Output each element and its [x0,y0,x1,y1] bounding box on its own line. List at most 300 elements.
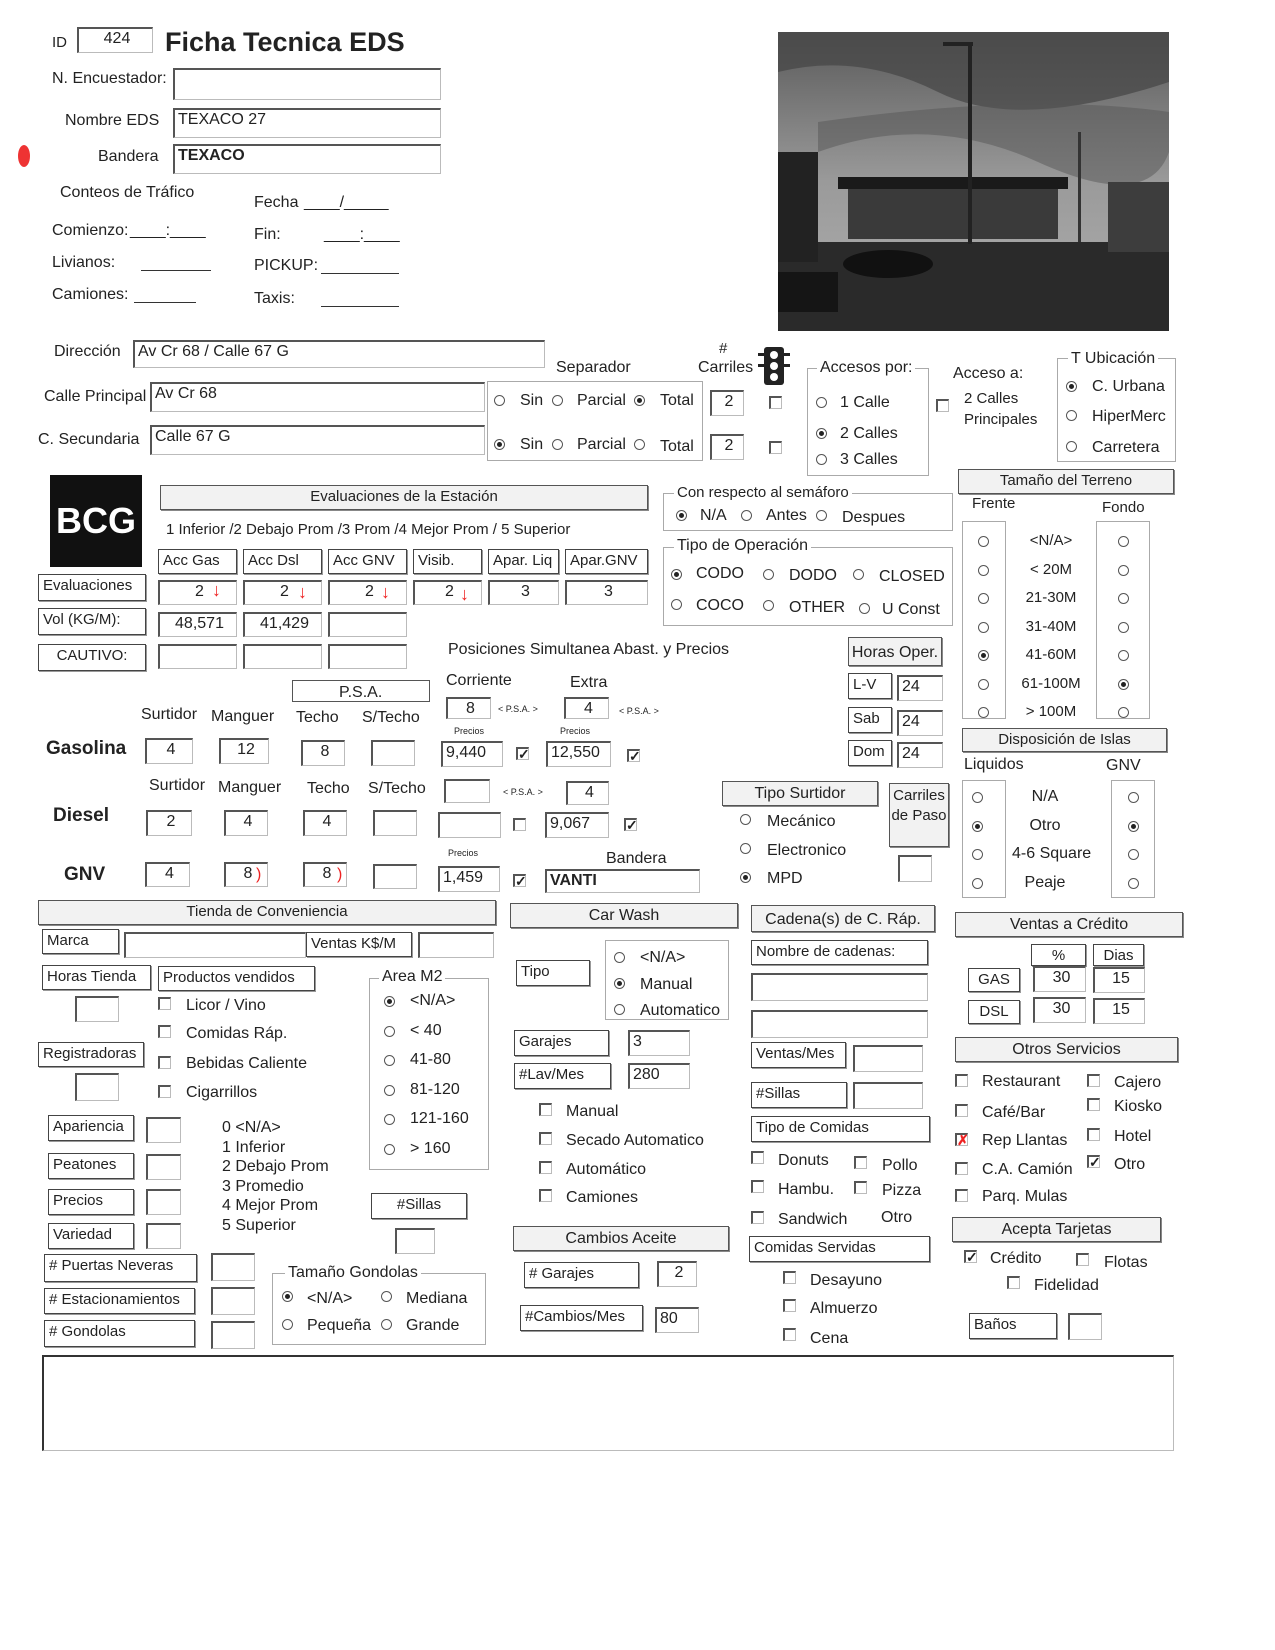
sep2-sin-label: Sin [520,436,544,453]
op-coco-radio[interactable] [671,599,682,610]
eval-visib[interactable]: 2 [413,580,482,605]
col-acc-gnv: Acc GNV [328,549,407,574]
fondo-radio[interactable] [1118,650,1129,661]
dsl-stecho[interactable] [373,810,417,836]
accesos-3-radio[interactable] [816,454,827,465]
terreno-option-label: 41-60M [1025,646,1077,663]
fondo-radio[interactable] [1118,593,1129,604]
area-option-label: < 40 [410,1021,442,1039]
carwash-garajes-label: Garajes [514,1030,609,1056]
fondo-radio[interactable] [1118,536,1129,547]
terreno-fondo: Fondo [1102,499,1145,516]
carwash-na-radio[interactable] [614,952,625,963]
cigarrillos-label: Cigarrillos [186,1084,258,1101]
pollo-check[interactable] [854,1156,867,1169]
frente-radio[interactable] [978,679,989,690]
traffic-title: Conteos de Tráfico [60,184,195,201]
hotel-check[interactable] [1087,1128,1100,1141]
carwash-garajes-field[interactable]: 3 [628,1030,690,1056]
op-dodo-radio[interactable] [763,569,774,580]
fidelidad-check[interactable] [1007,1276,1020,1289]
hambu-check[interactable] [751,1180,764,1193]
extra-label: Extra [570,674,608,691]
peatones-label: Peatones [48,1153,134,1179]
cena-check[interactable] [783,1328,796,1341]
registradoras-label: Registradoras [38,1042,144,1067]
bandera-field[interactable]: TEXACO [173,144,441,174]
frente-radio[interactable] [978,593,989,604]
donuts-label: Donuts [778,1152,829,1169]
fondo-radio[interactable] [1118,707,1129,718]
station-photo [778,32,1169,331]
extra-psa-small: < P.S.A. > [619,706,659,716]
cadenas-otro-label: Otro [881,1209,913,1226]
apariencia-field[interactable] [146,1117,181,1143]
semaforo-na-label: N/A [700,507,727,524]
llantas-check[interactable]: ✗ [957,1132,969,1148]
dsl-manguer-hdr: Manguer [218,779,282,796]
gnv-bandera-field[interactable]: VANTI [545,869,700,893]
carwash-manual-radio[interactable] [614,978,625,989]
red-arrow-icon: ↓ [212,580,221,600]
cajero-check[interactable] [1087,1074,1100,1087]
area-radio[interactable] [384,1026,395,1037]
op-uconst-label: U Const [882,601,940,618]
op-codo-label: CODO [696,565,744,582]
terreno-option-label: < 20M [1029,560,1073,578]
accesos-title: Accesos por: [817,359,915,377]
islas-gnv-radio[interactable] [1128,878,1139,889]
dsl-psa-small: < P.S.A. > [503,787,543,797]
otro-check[interactable]: ✓ [1089,1154,1101,1170]
precios-label: Precios [48,1189,134,1215]
area-radio[interactable] [384,1055,395,1066]
islas-option-label: N/A [1031,788,1059,805]
peatones-field[interactable] [146,1154,181,1180]
operacion-title: Tipo de Operación [674,537,811,555]
gas-corr-check[interactable]: ✓ [518,746,530,762]
precios-field[interactable] [146,1189,181,1215]
encuestador-label: N. Encuestador: [52,70,167,87]
vol-gnv[interactable] [328,612,407,637]
frente-radio[interactable] [978,536,989,547]
cautivo-gas[interactable] [158,644,237,669]
sep1-sin-radio[interactable] [494,395,505,406]
ubicacion-2-radio[interactable] [1066,410,1077,421]
pizza-label: Pizza [882,1182,922,1199]
area-radio[interactable] [384,996,395,1007]
accesos-2-radio[interactable] [816,428,827,439]
semaforo-despues-radio[interactable] [816,510,827,521]
acceso-a-opt2: Principales [964,411,1038,428]
credito-gas-dias[interactable]: 15 [1093,967,1145,993]
sandwich-check[interactable] [751,1211,764,1224]
corr-psa-field[interactable]: 8 [446,697,491,719]
red-tick-icon: ) [337,866,343,883]
banos-field[interactable] [1068,1313,1102,1340]
carwash-auto-radio[interactable] [614,1004,625,1015]
dsl-stecho-hdr: S/Techo [368,780,426,797]
cw-manual-check[interactable] [539,1103,552,1116]
gas-precio-extra[interactable]: 12,550 [546,741,611,767]
bebidas-label: Bebidas Caliente [186,1055,307,1072]
almuerzo-label: Almuerzo [810,1300,878,1317]
sep1-total-radio[interactable] [634,395,645,406]
registradoras-field[interactable] [75,1073,119,1101]
fidelidad-label: Fidelidad [1034,1277,1099,1294]
dsl-psa-field[interactable]: 4 [566,781,609,805]
col-apar-gnv: Apar.GNV [565,549,648,574]
credito-dsl-dias[interactable]: 15 [1093,998,1145,1024]
gas-surtidor-hdr: Surtidor [141,706,198,723]
horas-lv-field[interactable]: 24 [897,675,943,701]
horas-tienda-field[interactable] [75,996,119,1022]
almuerzo-check[interactable] [783,1299,796,1312]
bebidas-check[interactable] [158,1056,171,1069]
cadenas-sillas-field[interactable] [853,1082,923,1109]
area-radio[interactable] [384,1144,395,1155]
kiosko-check[interactable] [1087,1098,1100,1111]
area-option-label: 121-160 [410,1110,469,1127]
op-dodo-label: DODO [789,567,837,584]
carriles-1-check[interactable] [769,396,782,409]
op-closed-label: CLOSED [879,568,945,585]
acceso-a-label: Acceso a: [953,365,1024,382]
surtidor-mecanico-radio[interactable] [740,814,751,825]
op-uconst-radio[interactable] [859,603,870,614]
desayuno-check[interactable] [783,1271,796,1284]
aceite-cambios-label: #Cambios/Mes [520,1305,643,1331]
comidas-check[interactable] [158,1025,171,1038]
islas-gnv-radio[interactable] [1128,849,1139,860]
accesos-1-radio[interactable] [816,397,827,408]
gondola-na-label: <N/A> [307,1290,353,1307]
encuestador-field[interactable] [173,68,441,100]
carriles-2-check[interactable] [769,441,782,454]
estacionamientos-field[interactable] [211,1287,255,1315]
area-title: Area M2 [379,968,445,986]
tienda-sillas-field[interactable] [395,1228,435,1254]
islas-option-label: 4-6 Square [1012,845,1092,862]
ventas-field[interactable] [418,932,494,958]
scale-item: 5 Superior [222,1216,296,1234]
eval-acc-gnv[interactable]: 2 [328,580,407,605]
credito-dsl-pct[interactable]: 30 [1033,997,1086,1023]
frente-radio[interactable] [978,650,989,661]
carriles-1-field[interactable]: 2 [710,390,744,416]
credito-check[interactable]: ✓ [966,1249,978,1265]
sep1-parcial-radio[interactable] [552,395,563,406]
gas-extra-check[interactable]: ✓ [629,748,641,764]
op-closed-radio[interactable] [853,569,864,580]
eval-acc-gas[interactable]: 2 [158,580,237,605]
dsl-precio-check[interactable]: ✓ [626,817,638,833]
col-acc-dsl: Acc Dsl [243,549,322,574]
cadenas-nombre-2[interactable] [751,1010,928,1038]
otros-header: Otros Servicios [955,1037,1178,1062]
surtidor-mpd-radio[interactable] [740,872,751,883]
page-title: Ficha Tecnica EDS [165,27,405,57]
gnv-precio-check[interactable]: ✓ [515,873,527,889]
cadenas-ventas-label: Ventas/Mes [751,1042,846,1068]
precios-small-2: Precios [560,726,591,736]
mulas-check[interactable] [955,1189,968,1202]
horas-tienda-label: Horas Tienda [42,965,151,990]
carwash-lavmes-field[interactable]: 280 [628,1063,690,1089]
pickup-label: PICKUP: [254,257,319,274]
carriles-2-field[interactable]: 2 [710,434,744,460]
horas-dom-label: Dom [848,740,892,766]
aceite-header: Cambios Aceite [513,1226,729,1251]
cadenas-nombre-1[interactable] [751,973,928,1001]
variedad-label: Variedad [48,1223,134,1249]
cafe-check[interactable] [955,1104,968,1117]
semaforo-antes-radio[interactable] [741,510,752,521]
camiones-label: Camiones: [52,286,129,303]
puertas-field[interactable] [211,1253,255,1281]
cw-automatico-check[interactable] [539,1161,552,1174]
corr-psa-small: < P.S.A. > [498,704,538,714]
cw-secado-check[interactable] [539,1132,552,1145]
carwash-lavmes-label: #Lav/Mes [514,1063,611,1089]
cadenas-header: Cadena(s) de C. Ráp. [751,905,935,932]
tam-gondolas-title: Tamaño Gondolas [285,1264,421,1282]
gondolas-field[interactable] [211,1321,255,1349]
marca-field[interactable] [124,932,306,958]
aceite-cambios-field[interactable]: 80 [655,1307,699,1333]
cw-camiones-check[interactable] [539,1189,552,1202]
gnv-manguer[interactable]: 8 [224,862,268,887]
cafe-label: Café/Bar [982,1104,1046,1121]
pickup-line [321,273,399,274]
flotas-check[interactable] [1076,1253,1089,1266]
gondolas-label: # Gondolas [44,1320,195,1347]
id-field[interactable]: 424 [77,27,153,53]
sep2-sin-radio[interactable] [494,439,505,450]
sep2-parcial-radio[interactable] [552,439,563,450]
fondo-radio[interactable] [1118,679,1129,690]
eval-acc-dsl[interactable]: 2 [243,580,322,605]
semaforo-na-radio[interactable] [676,510,687,521]
aceite-garajes-label: # Garajes [524,1262,639,1288]
islas-liq-group [962,780,1006,898]
llantas-label: Rep Llantas [982,1132,1068,1149]
fin-blank: ____:____ [324,226,400,243]
semaforo-antes-label: Antes [766,507,807,524]
cw-manual-label: Manual [566,1103,619,1120]
scale-item: 3 Promedio [222,1177,304,1195]
islas-liq-radio[interactable] [972,849,983,860]
cautivo-dsl[interactable] [243,644,322,669]
gasolina-label: Gasolina [46,738,127,759]
islas-option-label: Otro [1029,816,1061,834]
op-coco-label: COCO [696,597,744,614]
horas-lv-label: L-V [848,673,892,699]
dsl-manguer[interactable]: 4 [224,810,268,836]
horas-dom-field[interactable]: 24 [897,742,943,768]
area-option-label: > 160 [410,1139,451,1157]
cadenas-nombre-label: Nombre de cadenas: [751,940,928,965]
frente-radio[interactable] [978,707,989,718]
carriles-paso-field[interactable] [898,855,932,882]
calle-secundaria-field[interactable]: Calle 67 G [150,425,485,455]
frente-radio[interactable] [978,565,989,576]
carwash-header: Car Wash [510,903,738,928]
islas-gnv: GNV [1106,757,1141,774]
cadenas-ventas-field[interactable] [853,1045,923,1072]
red-mark [18,145,30,167]
area-radio[interactable] [384,1085,395,1096]
islas-liq-radio[interactable] [972,792,983,803]
livianos-line [141,270,211,271]
vol-gas[interactable]: 48,571 [158,612,237,637]
evaluaciones-label: Evaluaciones [38,574,146,601]
col-acc-gas: Acc Gas [158,549,237,574]
evaluaciones-header: Evaluaciones de la Estación [160,485,648,510]
gas-stecho[interactable] [371,740,415,766]
licor-check[interactable] [158,997,171,1010]
op-other-label: OTHER [789,599,845,616]
restaurant-check[interactable] [955,1074,968,1087]
scale-item: 0 <N/A> [222,1119,281,1136]
credito-pct-hdr: % [1031,944,1086,966]
cautivo-gnv[interactable] [328,644,407,669]
islas-liq-radio[interactable] [972,821,983,832]
gnv-techo[interactable]: 8 [303,862,347,887]
hotel-label: Hotel [1114,1128,1152,1145]
gondola-mediana-radio[interactable] [381,1291,392,1302]
gnv-stecho[interactable] [373,864,417,889]
bandera-label: Bandera [98,148,159,165]
op-codo-radio[interactable] [671,569,682,580]
cadenas-sillas-label: #Sillas [751,1082,847,1108]
carwash-na-label: <N/A> [640,949,686,966]
eval-apar-gnv[interactable]: 3 [565,580,648,605]
gas-techo[interactable]: 8 [301,740,345,766]
diesel-label: Diesel [53,805,109,826]
surtidor-electronico-radio[interactable] [740,843,751,854]
cw-secado-label: Secado Automatico [566,1132,704,1149]
horas-header: Horas Oper. [848,637,942,666]
credito-gas-pct[interactable]: 30 [1033,966,1086,992]
eval-apar-liq[interactable]: 3 [488,580,559,605]
semaforo-title: Con respecto al semáforo [674,484,852,501]
fondo-radio[interactable] [1118,565,1129,576]
hambu-label: Hambu. [778,1181,835,1198]
terreno-option-label: <N/A> [1029,532,1073,549]
acceso-a-opt: 2 Calles [964,390,1019,407]
area-option-label: 81-120 [410,1080,460,1098]
ubicacion-3-radio[interactable] [1066,441,1077,452]
cw-automatico-label: Automático [566,1161,647,1178]
sandwich-label: Sandwich [778,1211,848,1228]
camion-check[interactable] [955,1162,968,1175]
tarjetas-header: Acepta Tarjetas [952,1217,1161,1242]
dsl-techo[interactable]: 4 [303,810,347,836]
surtidor-electronico-label: Electronico [767,842,847,859]
area-option-label: 41-80 [410,1051,451,1068]
accesos-3-label: 3 Calles [840,451,898,468]
calle-principal-field[interactable]: Av Cr 68 [150,382,485,412]
surtidor-mpd-label: MPD [767,870,803,887]
aceite-garajes-field[interactable]: 2 [657,1261,697,1287]
gas-precio-corriente[interactable]: 9,440 [441,741,503,767]
direccion-field[interactable]: Av Cr 68 / Calle 67 G [133,340,545,368]
dsl-surtidor[interactable]: 2 [146,810,192,836]
gnv-surtidor[interactable]: 4 [145,862,190,887]
camiones-line [134,302,196,303]
dsl-precio-blank[interactable] [438,812,501,838]
sep2-total-radio[interactable] [634,439,645,450]
pizza-check[interactable] [854,1181,867,1194]
islas-liq-radio[interactable] [972,878,983,889]
islas-gnv-radio[interactable] [1128,792,1139,803]
livianos-label: Livianos: [52,254,116,271]
area-radio[interactable] [384,1114,395,1125]
nombre-eds-field[interactable]: TEXACO 27 [173,108,441,138]
fondo-radio[interactable] [1118,622,1129,633]
mulas-label: Parq. Mulas [982,1188,1068,1205]
id-label: ID [52,34,67,51]
sep1-sin-label: Sin [520,392,544,409]
scale-item: 1 Inferior [222,1138,286,1156]
dsl-blank-check[interactable] [513,818,526,831]
gondola-grande-radio[interactable] [381,1319,392,1330]
comidas-label: Comidas Ráp. [186,1025,288,1042]
gas-manguer[interactable]: 12 [219,738,269,764]
cigarrillos-check[interactable] [158,1085,171,1098]
gas-techo-hdr: Techo [296,709,339,726]
islas-gnv-radio[interactable] [1128,821,1139,832]
gondola-na-radio[interactable] [282,1291,293,1302]
acceso-a-check[interactable] [936,399,949,412]
gas-surtidor[interactable]: 4 [145,738,193,764]
surtidor-mecanico-label: Mecánico [767,813,836,830]
gnv-bandera-label: Bandera [606,850,667,867]
donuts-check[interactable] [751,1151,764,1164]
kiosko-label: Kiosko [1114,1098,1163,1115]
scale-item: 2 Debajo Prom [222,1158,329,1175]
gondola-mediana-label: Mediana [406,1290,468,1307]
flotas-label: Flotas [1104,1254,1148,1271]
area-option-label: <N/A> [410,992,456,1009]
cw-camiones-label: Camiones [566,1189,639,1206]
productos-label: Productos vendidos [158,966,315,991]
gnv-precio[interactable]: 1,459 [438,866,500,892]
col-visib: Visib. [413,549,482,574]
comments-area[interactable] [42,1355,1174,1451]
gondola-pequena-radio[interactable] [282,1319,293,1330]
tienda-sillas-label: #Sillas [371,1193,467,1219]
terreno-option-label: 61-100M [1021,674,1081,692]
frente-radio[interactable] [978,622,989,633]
fecha-label: Fecha [254,194,299,211]
dsl-psa-blank[interactable] [444,779,490,803]
credito-gas-label: GAS [968,968,1020,992]
extra-psa-field[interactable]: 4 [564,697,609,719]
ubicacion-1-radio[interactable] [1066,381,1077,392]
dsl-precio[interactable]: 9,067 [545,812,609,838]
desayuno-label: Desayuno [810,1272,883,1289]
op-other-radio[interactable] [763,600,774,611]
terreno-header: Tamaño del Terreno [958,469,1174,494]
col-apar-liq: Apar. Liq [488,549,559,574]
variedad-field[interactable] [146,1223,181,1249]
tienda-header: Tienda de Conveniencia [38,900,496,925]
islas-header: Disposición de Islas [962,728,1167,752]
horas-sab-field[interactable]: 24 [897,710,943,736]
vol-dsl[interactable]: 41,429 [243,612,322,637]
